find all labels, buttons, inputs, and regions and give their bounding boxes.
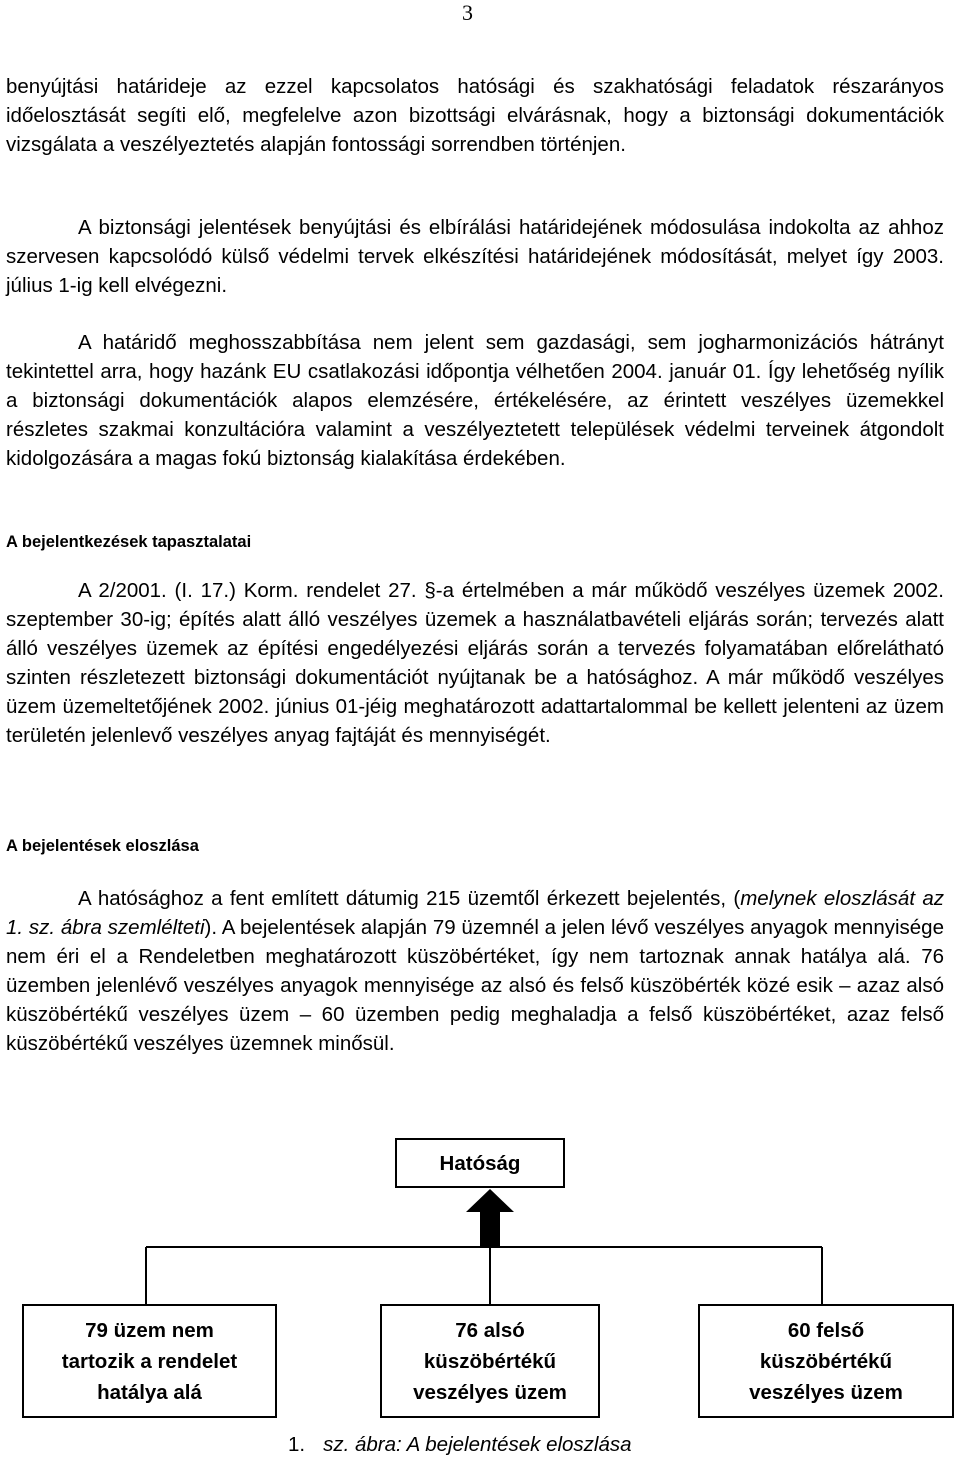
box-not-covered-line-1: 79 üzem nem (85, 1318, 214, 1342)
authority-box (395, 1138, 565, 1188)
upward-arrow (466, 1189, 514, 1247)
paragraph-3-text: A határidő meghosszabbítása nem jelent sem gazdasági, sem jogharmonizációs hátrányt tekintettel arra, hogy hazánk EU csatlakozási időpontja vélhetően 2004. január 01. Így lehetőség nyílik a biztonsági dokumentációk alapos elemzésére, értékelésére, az érintett veszélyes üzemekkel részletes szakmai konzultációra valamint a veszélyeztetett települések védelmi terveinek átgondolt kidolgozására a magas fokú biztonság kialakítása érdekében. (6, 331, 944, 470)
section-heading-experiences: A bejelentkezések tapasztalatai (6, 533, 252, 551)
box-upper-threshold-line-1: 60 felső (787, 1318, 865, 1342)
paragraph-4-text: A 2/2001. (I. 17.) Korm. rendelet 27. §-a értelmében a már működő veszélyes üzemek 2002. szeptember 30-ig; építés alatt álló veszélyes üzemek a használatbavételi eljárás során; tervezés alatt álló veszélyes üzemek az építési engedélyezési eljárás során a tervezés folyamatában előrelátható szinten részletezett biztonsági dokumentációt nyújtanak be a hatósághoz. A már működő veszélyes üzem üzemeltetőjének 2002. június 01-jéig meghatározott adattartalommal be kellett jelenteni az üzem területén jelenlevő veszélyes anyag fajtáját és mennyiségét. (6, 579, 944, 747)
box-not-covered-line-2: tartozik a rendelet (61, 1349, 238, 1373)
figure-caption-text: sz. ábra: A bejelentések eloszlása (323, 1433, 632, 1456)
figure-caption (288, 1432, 632, 1458)
box-upper-threshold (698, 1304, 954, 1418)
box-upper-threshold-line-3: veszélyes üzem (749, 1380, 903, 1404)
figure-caption-number: 1. (288, 1433, 306, 1456)
paragraph-5-text-a: A hatósághoz a fent említett dátumig 215 üzemtől érkezett bejelentés, ( (78, 887, 741, 910)
box-not-covered (22, 1304, 277, 1418)
page-number: 3 (462, 0, 473, 25)
paragraph-1: benyújtási határideje az ezzel kapcsolatos hatósági és szakhatósági feladatok részarányos időelosztását segíti elő, megfelelve azon bizottsági elvárásnak, hogy a biztonsági dokumentációk vizsgálata a veszélyeztetés alapján fontossági sorrendben történjen. (6, 75, 944, 156)
box-lower-threshold-line-2: küszöbértékű (423, 1349, 557, 1373)
section-heading-distribution: A bejelentések eloszlása (6, 837, 199, 855)
authority-box-label: Hatóság (439, 1151, 521, 1175)
box-lower-threshold-line-1: 76 alsó (455, 1318, 525, 1342)
box-not-covered-line-3: hatálya alá (97, 1380, 202, 1404)
paragraph-2-text: A biztonsági jelentések benyújtási és elbírálási határidejének módosulása indokolta az ahhoz szervesen kapcsolódó külső védelmi tervek elkészítési határidejének módosítását, melyet így 2003. július 1-ig kell elvégezni. (6, 216, 944, 297)
box-lower-threshold (380, 1304, 600, 1418)
paragraph-5-italic: melynek eloszlását az 1. sz. ábra szemlélteti (6, 887, 944, 939)
box-upper-threshold-line-2: küszöbértékű (759, 1349, 893, 1373)
paragraph-5-text-b: ). A bejelentések alapján 79 üzemnél a jelen lévő veszélyes anyagok mennyisége nem éri el a Rendeletben meghatározott küszöbértéket, így nem tartoznak annak hatálya alá. 76 üzemben jelenlévő veszélyes anyagok mennyisége az alsó és felső küszöbérték közé esik – azaz alsó küszöbértékű veszélyes üzem – 60 üzemben pedig meghaladja a felső küszöbértéket, azaz felső küszöbértékű veszélyes üzemnek minősül. (6, 916, 944, 1055)
box-lower-threshold-line-3: veszélyes üzem (413, 1380, 567, 1404)
